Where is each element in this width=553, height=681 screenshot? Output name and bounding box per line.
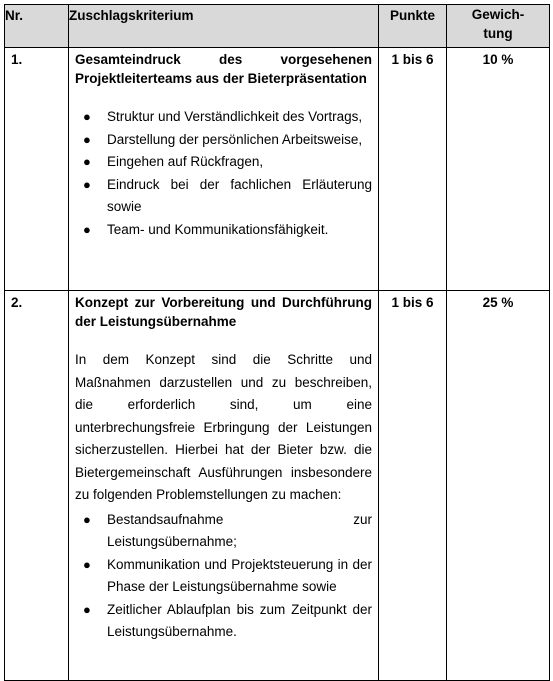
header-gewichtung-line1: Gewich-: [471, 7, 525, 22]
list-item: [75, 219, 372, 242]
criteria-table: [4, 4, 550, 681]
list-item-text: Darstellung der persönlichen Arbeitsweise,: [107, 131, 363, 147]
bullet-icon: ●: [83, 109, 91, 124]
row-nr: 2.: [5, 291, 69, 681]
row-punkte: 1 bis 6: [379, 48, 447, 291]
list-item: [75, 174, 372, 219]
row-gewichtung: 10 %: [447, 48, 550, 291]
criterion-bullets: [75, 509, 372, 644]
table-row: [5, 291, 550, 681]
list-item-text: Team- und Kommunikationsfähigkeit.: [107, 221, 329, 237]
list-item: [75, 599, 372, 644]
list-item: [75, 554, 372, 599]
criterion-intro: In dem Konzept sind die Schritte und Maßnahmen darzustellen und zu beschreiben, die erforderlich sind, um eine unterbrechungsfreie Erbringung der Leistungen sicherzustellen. Hierbei hat der Bieter bzw. die Bietergemeinschaft Ausführungen insbesondere zu folgenden Problemstellungen zu machen:: [75, 352, 372, 502]
bullet-icon: ●: [83, 601, 91, 617]
list-item: [75, 151, 372, 174]
criterion-title: Konzept zur Vorbereitung und Durchführung der Leistungsübernahme: [75, 295, 372, 329]
row-criterion: [69, 48, 379, 291]
list-item: [75, 129, 372, 152]
header-gewichtung: [447, 5, 550, 48]
list-item-text: Eingehen auf Rückfragen,: [107, 154, 264, 169]
bullet-icon: ●: [83, 556, 91, 572]
list-item-text: Bestandsaufnahme zur Leistungsübernahme;: [107, 511, 372, 549]
list-item-text: Eindruck bei der fachlichen Erläuterung sowie: [107, 176, 372, 214]
row-criterion: [69, 291, 379, 681]
list-item-text: Kommunikation und Projektsteuerung in der Phase der Leistungsübernahme sowie: [107, 556, 372, 594]
list-item: [75, 509, 372, 554]
row-nr: 1.: [5, 48, 69, 291]
list-item-text: Struktur und Verständlichkeit des Vortrags,: [107, 109, 363, 124]
row-gewichtung: 25 %: [447, 291, 550, 681]
table-row: [5, 48, 550, 291]
bullet-icon: ●: [83, 511, 91, 527]
row-punkte: 1 bis 6: [379, 291, 447, 681]
bullet-icon: ●: [83, 176, 91, 192]
criterion-title: Gesamteindruck des vorgesehenen Projektleiterteams aus der Bieterpräsentation: [75, 52, 372, 86]
table-header-row: [5, 5, 550, 48]
header-nr: Nr.: [5, 5, 69, 48]
list-item: [75, 106, 372, 129]
bullet-icon: ●: [83, 221, 91, 237]
bullet-icon: ●: [83, 154, 91, 169]
criterion-bullets: [75, 106, 372, 241]
header-gewichtung-line2: tung: [483, 26, 513, 41]
bullet-icon: ●: [83, 131, 91, 147]
list-item-text: Zeitlicher Ablaufplan bis zum Zeitpunkt der Leistungsübernahme.: [107, 601, 372, 639]
header-punkte: Punkte: [379, 5, 447, 48]
header-kriterium: Zuschlagskriterium: [69, 5, 379, 48]
